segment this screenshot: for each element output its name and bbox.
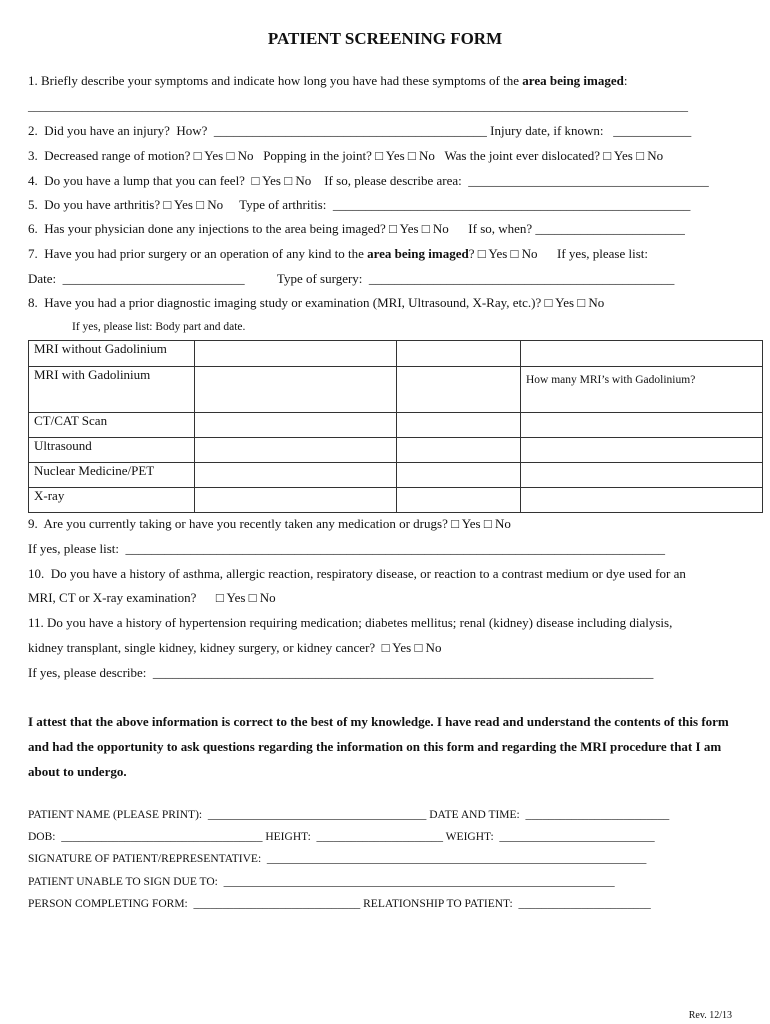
imaging-type-label: MRI without Gadolinium (29, 341, 195, 367)
question-2[interactable]: 2. Did you have an injury? How? __________________________________________ Injury date, if known: ____________ (28, 123, 692, 138)
question-10: 10. Do you have a history of asthma, allergic reaction, respiratory disease, or reaction to a contrast medium or dye used for an (28, 566, 686, 581)
question-1-text: 1. Briefly describe your symptoms and indicate how long you have had these symptoms of the (28, 73, 523, 88)
note-cell (521, 341, 763, 367)
note-cell[interactable] (521, 413, 763, 438)
question-1-colon: : (623, 73, 628, 88)
note-cell[interactable] (521, 463, 763, 488)
unable-to-sign-line[interactable]: PATIENT UNABLE TO SIGN DUE TO: ____________________________________________________________________ (28, 876, 615, 888)
patient-name-date-line[interactable]: PATIENT NAME (PLEASE PRINT): ______________________________________ DATE AND TIME: _________________________ (28, 809, 670, 821)
table-row (29, 488, 763, 513)
question-9-list-line[interactable]: If yes, please list: ___________________________________________________________________________________ (28, 541, 665, 556)
question-7-date-line[interactable]: Date: ____________________________ Type of surgery: _______________________________________________ (28, 271, 675, 286)
body-part-cell[interactable] (195, 367, 397, 413)
body-part-cell[interactable] (195, 488, 397, 513)
question-8-note: If yes, please list: Body part and date. (72, 321, 246, 333)
question-7-emphasis: area being imaged (367, 246, 469, 261)
question-11-options[interactable]: kidney transplant, single kidney, kidney surgery, or kidney cancer? □ Yes □ No (28, 640, 442, 655)
imaging-history-table (28, 340, 763, 513)
date-cell[interactable] (397, 438, 521, 463)
mri-count-question: How many MRI’s with Gadolinium? (521, 367, 763, 413)
form-title: PATIENT SCREENING FORM (267, 29, 503, 48)
question-7-options[interactable]: ? □ Yes □ No If yes, please list: (468, 246, 648, 261)
imaging-type-label: X-ray (29, 488, 195, 513)
question-1-emphasis: area being imaged (522, 73, 624, 88)
body-part-cell[interactable] (195, 438, 397, 463)
date-cell[interactable] (397, 413, 521, 438)
table-row (29, 463, 763, 488)
table-row (29, 438, 763, 463)
revision-label: Rev. 12/13 (688, 1010, 732, 1021)
note-cell[interactable] (521, 488, 763, 513)
signature-line[interactable]: SIGNATURE OF PATIENT/REPRESENTATIVE: __________________________________________________________________ (28, 853, 647, 865)
question-11: 11. Do you have a history of hypertension requiring medication; diabetes mellitus; renal (kidney) disease including dialysis, (28, 615, 673, 630)
body-part-cell[interactable] (195, 413, 397, 438)
imaging-type-label: MRI with Gadolinium (29, 367, 195, 413)
question-5[interactable]: 5. Do you have arthritis? □ Yes □ No Type of arthritis: _______________________________________________________ (28, 197, 691, 212)
table-row (29, 367, 763, 413)
body-part-cell[interactable] (195, 463, 397, 488)
imaging-type-label: Nuclear Medicine/PET (29, 463, 195, 488)
body-part-cell[interactable] (195, 341, 397, 367)
date-cell[interactable] (397, 488, 521, 513)
question-1 (28, 73, 628, 89)
question-7[interactable] (28, 246, 648, 262)
question-11-describe-line[interactable]: If yes, please describe: _____________________________________________________________________________ (28, 665, 654, 680)
question-4[interactable]: 4. Do you have a lump that you can feel? □ Yes □ No If so, please describe area: _____________________________________ (28, 173, 709, 188)
question-9[interactable]: 9. Are you currently taking or have you recently taken any medication or drugs? □ Yes □ No (28, 516, 511, 531)
question-10-options[interactable]: MRI, CT or X-ray examination? □ Yes □ No (28, 590, 276, 605)
person-completing-line[interactable]: PERSON COMPLETING FORM: _____________________________ RELATIONSHIP TO PATIENT: _______________________ (28, 898, 651, 910)
question-6[interactable]: 6. Has your physician done any injections to the area being imaged? □ Yes □ No If so, when? _______________________ (28, 221, 685, 236)
table-row (29, 341, 763, 367)
imaging-type-label: Ultrasound (29, 438, 195, 463)
question-1-answer-line[interactable]: ______________________________________________________________________________________________________________ (28, 99, 688, 113)
question-8[interactable]: 8. Have you had a prior diagnostic imaging study or examination (MRI, Ultrasound, X-Ray, etc.)? □ Yes □ No (28, 295, 605, 310)
date-cell[interactable] (397, 341, 521, 367)
note-cell[interactable] (521, 438, 763, 463)
attestation-statement: I attest that the above information is correct to the best of my knowledge. I have read and understand the contents of this form and had the opportunity to ask questions regarding the information on this form and regarding the MRI procedure that I am about to undergo. (28, 714, 729, 779)
table-row (29, 413, 763, 438)
date-cell[interactable] (397, 463, 521, 488)
dob-height-weight-line[interactable]: DOB: ___________________________________ HEIGHT: ______________________ WEIGHT: ___________________________ (28, 831, 655, 843)
date-cell[interactable] (397, 367, 521, 413)
question-3[interactable]: 3. Decreased range of motion? □ Yes □ No Popping in the joint? □ Yes □ No Was the joint ever dislocated? □ Yes □ No (28, 148, 664, 163)
question-7-text: 7. Have you had prior surgery or an operation of any kind to the (28, 246, 368, 261)
imaging-type-label: CT/CAT Scan (29, 413, 195, 438)
